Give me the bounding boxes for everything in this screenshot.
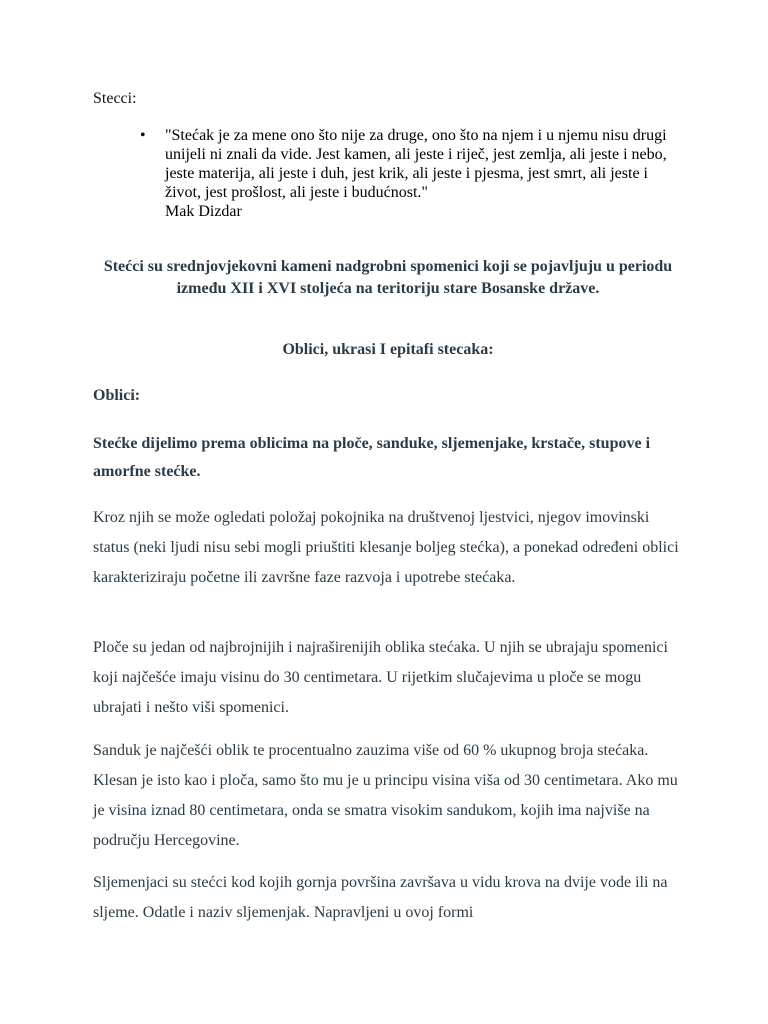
quote-text: "Stećak je za mene ono što nije za druge, ono što na njem i u njemu nisu drugi unijeli ni znali da vide. Jest kamen, ali jeste i riječ, jest zemlja, ali jeste i nebo, jeste materija, ali jeste i duh, jest krik, ali jeste i pjesma, jest smrt, ali jeste i život, jest prošlost, ali jeste i budućnost." [165,127,667,201]
document-title: Stecci: [93,90,137,107]
body-paragraph: Sanduk je najčešći oblik te procentualno zauzima više od 60 % ukupnog broja stećaka. Klesan je isto kao i ploča, samo što mu je u principu visina viša od 30 centimetara. Ako mu je visina iznad 80 centimetara, onda se smatra visokim sandukom, kojih ima najviše na području Hercegovine. [93,742,678,849]
quote-author: Mak Dizdar [165,203,242,220]
body-paragraph: Ploče su jedan od najbrojnijih i najraširenijih oblika stećaka. U njih se ubrajaju spomenici koji najčešće imaju visinu do 30 centimetara. U rijetkim slučajevima u ploče se mogu ubrajati i nešto viši spomenici. [93,639,668,716]
bullet-icon: • [140,127,146,144]
body-paragraph: Sljemenjaci su stećci kod kojih gornja površina završava u vidu krova na dvije vode ili na sljeme. Odatle i naziv sljemenjak. Napravljeni u ovoj formi [93,874,668,921]
section-title: Oblici, ukrasi I epitafi stecaka: [282,341,494,358]
quote-list [140,126,680,221]
subheading-oblici: Oblici: [93,387,141,404]
quote-list-item [140,126,680,221]
forms-summary-paragraph: Stećke dijelimo prema oblicima na ploče, sanduke, sljemenjake, krstače, stupove i amorfne stećke. [93,435,651,480]
intro-paragraph: Stećci su srednjovjekovni kameni nadgrobni spomenici koji se pojavljuju u periodu između XII i XVI stoljeća na teritoriju stare Bosanske države. [103,258,673,297]
body-paragraph: Kroz njih se može ogledati položaj pokojnika na društvenoj ljestvici, njegov imovinski status (neki ljudi nisu sebi mogli priuštiti klesanje boljeg stećka), a ponekad određeni oblici karakteriziraju početne ili završne faze razvoja i upotrebe stećaka. [93,509,679,586]
